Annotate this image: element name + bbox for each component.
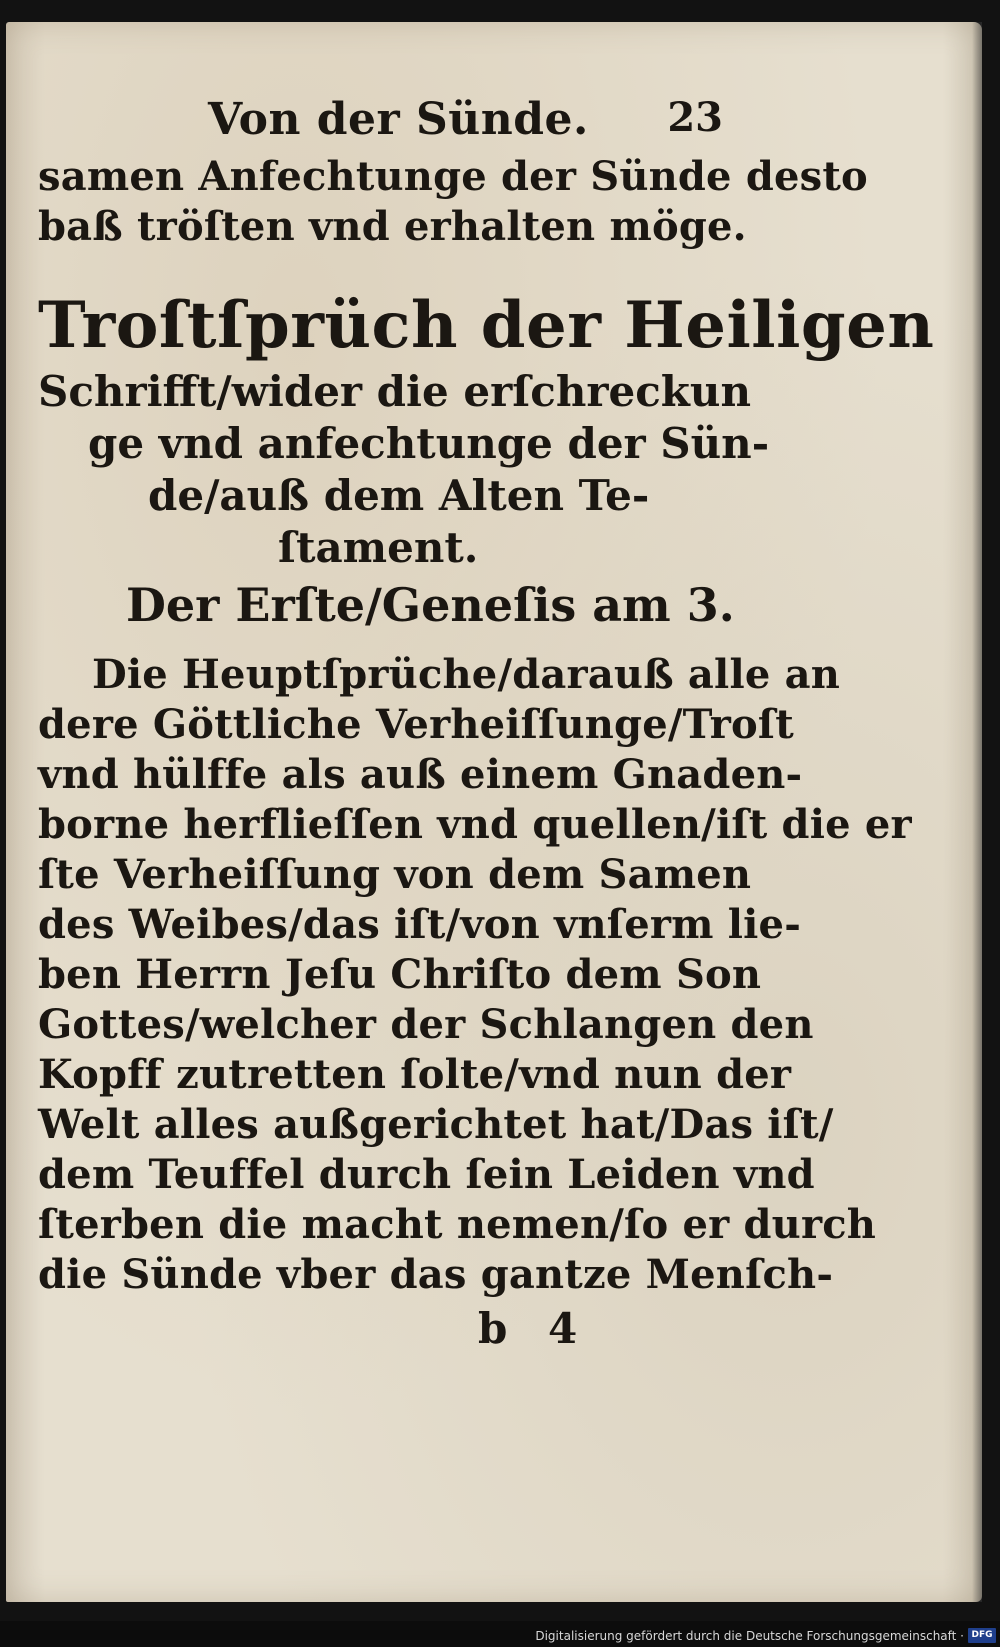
text-line: samen Anfechtunge der Sünde desto <box>38 153 868 200</box>
text-line: ben Herrn Jeſu Chriſto dem Son <box>38 951 762 998</box>
running-head <box>38 82 728 152</box>
text-line: dem Teuffel durch ſein Leiden vnd <box>38 1151 815 1198</box>
book-page <box>6 22 982 1602</box>
running-title: Von der Sünde. <box>208 94 589 145</box>
text-line: dere Göttliche Verheiſſunge/Troſt <box>38 701 794 748</box>
funding-credit: Digitalisierung gefördert durch die Deutsche Forschungsgemeinschaft · <box>535 1629 964 1643</box>
signature-letter: b <box>478 1304 508 1353</box>
heading-line: ge vnd anfechtunge der Sün- <box>88 419 770 468</box>
body-text <box>38 650 912 1300</box>
text-line: Kopff zutretten ſolte/vnd nun der <box>38 1051 792 1098</box>
text-line: Welt alles außgerichtet hat/Das iſt/ <box>38 1101 834 1148</box>
footer-bar <box>0 1621 1000 1647</box>
text-line: des Weibes/das iſt/von vnſerm lie- <box>38 901 802 948</box>
section-heading <box>38 286 935 574</box>
page-number: 23 <box>667 94 723 141</box>
intro-text <box>38 152 868 252</box>
page-text-block <box>38 82 935 1360</box>
text-line: ſterben die macht nemen/ſo er durch <box>38 1201 877 1248</box>
text-line: borne herflieſſen vnd quellen/iſt die er <box>38 801 912 848</box>
signature-number: 4 <box>548 1304 578 1353</box>
heading-line: Schrifft/wider die erſchreckun <box>38 367 751 416</box>
dfg-logo: DFG <box>968 1628 996 1643</box>
text-line: ſte Verheiſſung von dem Samen <box>38 851 752 898</box>
page-edge-shadow <box>972 22 982 1602</box>
text-line: Gottes/welcher der Schlangen den <box>38 1001 814 1048</box>
subheading: Der Erſte/Geneſis am 3. <box>126 578 735 632</box>
heading-line: ſtament. <box>278 523 479 572</box>
text-line: Die Heuptſprüche/darauß alle an <box>92 651 841 698</box>
text-line: vnd hülffe als auß einem Gnaden- <box>38 751 803 798</box>
signature-mark <box>38 1304 728 1360</box>
text-line: die Sünde vber das gantze Menſch- <box>38 1251 834 1298</box>
text-line: baß tröſten vnd erhalten möge. <box>38 203 747 250</box>
heading-main: Troſtſprüch der Heiligen <box>38 288 935 363</box>
heading-line: de/auß dem Alten Te- <box>148 471 650 520</box>
